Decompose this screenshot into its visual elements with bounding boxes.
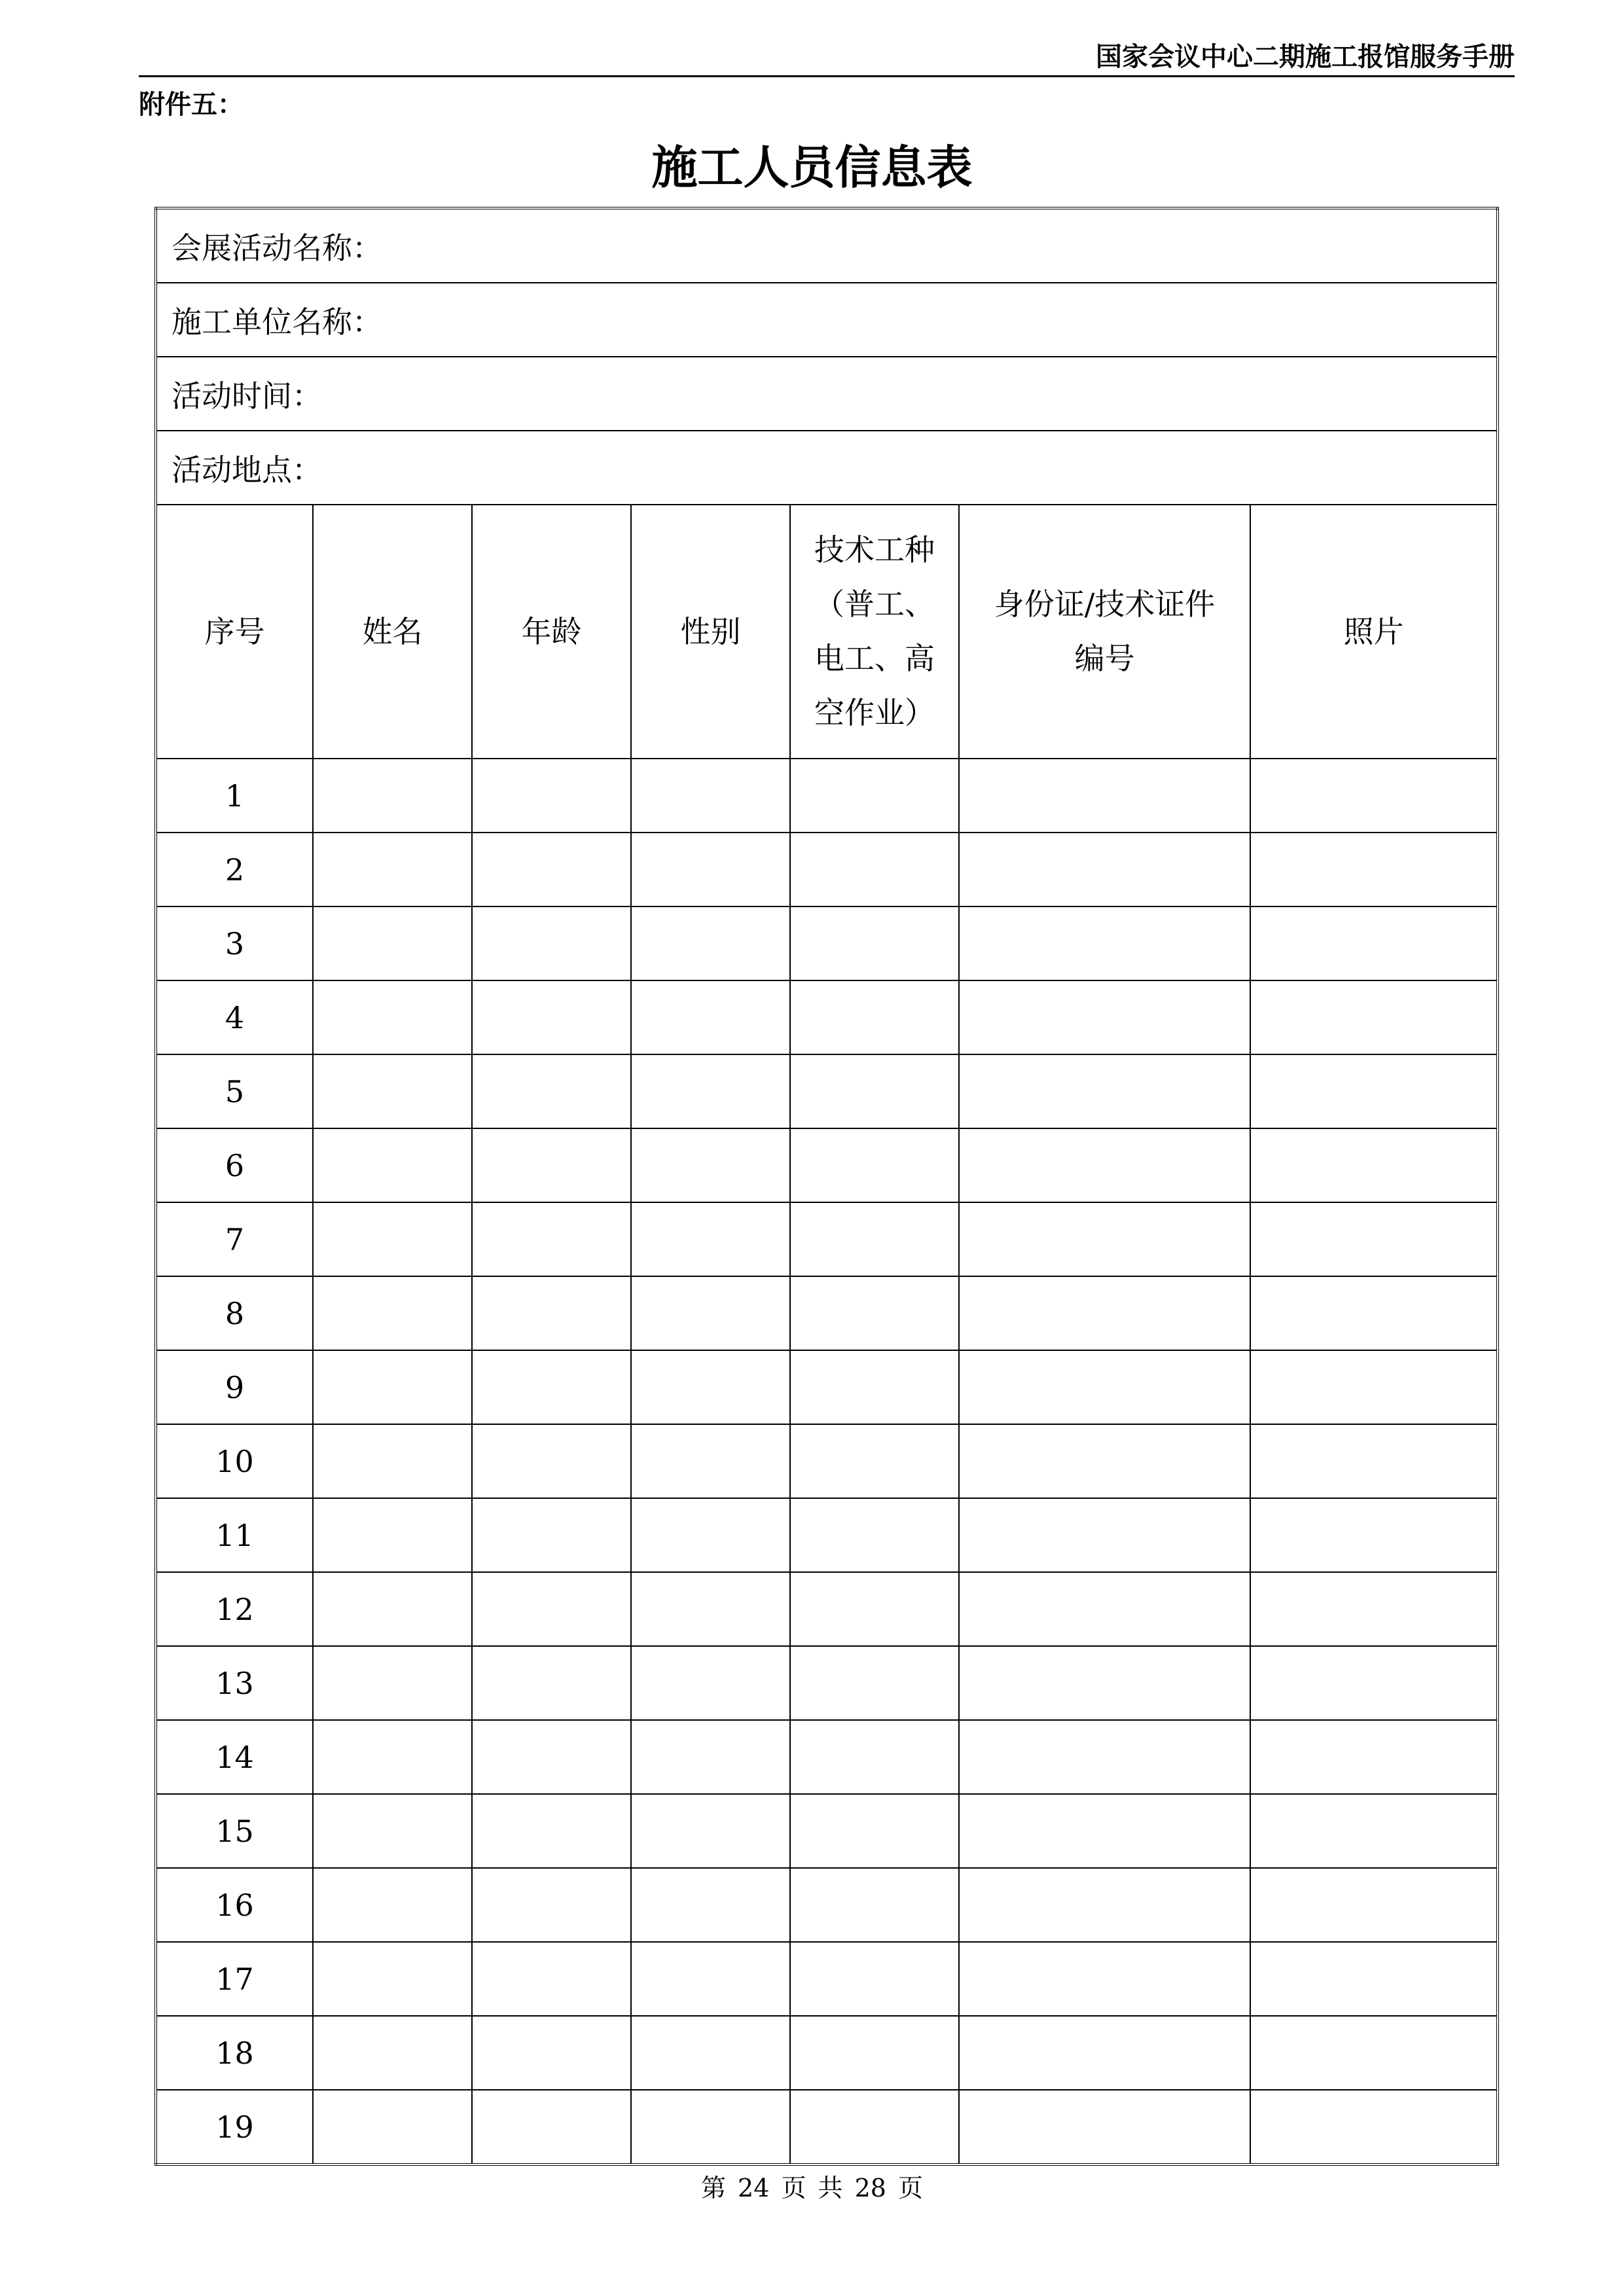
table-row: [156, 906, 1498, 980]
table-row: [156, 1942, 1498, 2016]
table-cell[interactable]: [790, 1424, 959, 1498]
table-row: [156, 2016, 1498, 2090]
row-number: 15: [156, 1794, 313, 1868]
table-cell[interactable]: [1250, 1572, 1498, 1646]
table-cell[interactable]: [631, 1350, 790, 1424]
table-cell[interactable]: [959, 1424, 1250, 1498]
table-cell[interactable]: [472, 1276, 631, 1350]
table-cell[interactable]: [631, 2090, 790, 2164]
table-cell[interactable]: [1250, 1202, 1498, 1276]
table-cell[interactable]: [790, 2016, 959, 2090]
table-cell[interactable]: [472, 759, 631, 833]
row-number: 18: [156, 2016, 313, 2090]
table-cell[interactable]: [631, 1202, 790, 1276]
table-row: [156, 1720, 1498, 1794]
table-cell[interactable]: [790, 1572, 959, 1646]
table-cell[interactable]: [959, 1572, 1250, 1646]
table-row: [156, 1424, 1498, 1498]
table-row: [156, 2090, 1498, 2164]
table-cell[interactable]: [790, 1350, 959, 1424]
table-cell[interactable]: [959, 906, 1250, 980]
attachment-label: 附件五：: [139, 90, 244, 120]
table-cell[interactable]: [631, 1646, 790, 1720]
column-header: [156, 505, 313, 759]
table-cell[interactable]: [631, 1572, 790, 1646]
column-header: [1250, 505, 1498, 759]
table-row: [156, 1572, 1498, 1646]
column-header-line: 照片: [1343, 613, 1404, 649]
row-number: 14: [156, 1720, 313, 1794]
table-cell[interactable]: [959, 1794, 1250, 1868]
table-cell[interactable]: [790, 1720, 959, 1794]
table-cell[interactable]: [1250, 1276, 1498, 1350]
table-cell[interactable]: [313, 980, 472, 1054]
table-cell[interactable]: [790, 1054, 959, 1128]
column-header-line: 序号: [204, 613, 265, 649]
table-cell[interactable]: [959, 1646, 1250, 1720]
column-header: [959, 505, 1250, 759]
table-cell[interactable]: [1250, 2090, 1498, 2164]
table-cell[interactable]: [1250, 833, 1498, 906]
table-cell[interactable]: [790, 1498, 959, 1572]
table-cell[interactable]: [959, 833, 1250, 906]
table-cell[interactable]: [631, 1868, 790, 1942]
table-cell[interactable]: [472, 1498, 631, 1572]
column-header-line: 技术工种: [814, 532, 935, 568]
table-cell[interactable]: [313, 1424, 472, 1498]
table-cell[interactable]: [313, 906, 472, 980]
table-cell[interactable]: [313, 2016, 472, 2090]
table-cell[interactable]: [472, 1942, 631, 2016]
table-cell[interactable]: [313, 833, 472, 906]
row-number: 19: [156, 2090, 313, 2164]
table-cell[interactable]: [631, 1424, 790, 1498]
column-header: [790, 505, 959, 759]
table-cell[interactable]: [959, 759, 1250, 833]
row-number: 11: [156, 1498, 313, 1572]
table-cell[interactable]: [959, 2016, 1250, 2090]
table-cell[interactable]: [790, 980, 959, 1054]
table-cell[interactable]: [472, 1350, 631, 1424]
table-cell[interactable]: [959, 1350, 1250, 1424]
table-row: [156, 1794, 1498, 1868]
table-row: [156, 1498, 1498, 1572]
row-number: 6: [156, 1128, 313, 1202]
table-cell[interactable]: [1250, 759, 1498, 833]
table-cell[interactable]: [313, 1128, 472, 1202]
table-cell[interactable]: [313, 1276, 472, 1350]
running-header: 国家会议中心二期施工报馆服务手册: [1096, 42, 1515, 72]
table-cell[interactable]: [959, 1054, 1250, 1128]
table-row: [156, 1128, 1498, 1202]
table-cell[interactable]: [472, 2016, 631, 2090]
table-cell[interactable]: [472, 1424, 631, 1498]
table-cell[interactable]: [1250, 1720, 1498, 1794]
row-number: 12: [156, 1572, 313, 1646]
table-cell[interactable]: [472, 1646, 631, 1720]
table-cell[interactable]: [631, 1498, 790, 1572]
table-cell[interactable]: [472, 1202, 631, 1276]
table-cell[interactable]: [1250, 1646, 1498, 1720]
row-number: 17: [156, 1942, 313, 2016]
info-field[interactable]: 会展活动名称：: [156, 208, 1498, 283]
table-cell[interactable]: [1250, 1868, 1498, 1942]
table-cell[interactable]: [313, 1498, 472, 1572]
table-cell[interactable]: [959, 2090, 1250, 2164]
table-cell[interactable]: [313, 1942, 472, 2016]
table-cell[interactable]: [472, 1794, 631, 1868]
table-cell[interactable]: [472, 1868, 631, 1942]
table-cell[interactable]: [313, 1868, 472, 1942]
table-cell[interactable]: [472, 1720, 631, 1794]
table-cell[interactable]: [790, 1942, 959, 2016]
table-cell[interactable]: [959, 1202, 1250, 1276]
table-cell[interactable]: [790, 1794, 959, 1868]
table-cell[interactable]: [631, 1128, 790, 1202]
row-number: 1: [156, 759, 313, 833]
table-cell[interactable]: [472, 906, 631, 980]
table-cell[interactable]: [1250, 1128, 1498, 1202]
info-field[interactable]: 活动时间：: [156, 357, 1498, 431]
table-cell[interactable]: [631, 833, 790, 906]
header-rule: [139, 75, 1515, 77]
table-row: [156, 1350, 1498, 1424]
column-header-line: 姓名: [362, 613, 423, 649]
row-number: 10: [156, 1424, 313, 1498]
info-row: [156, 357, 1498, 431]
column-header-line: 身份证/技术证件: [994, 586, 1216, 622]
info-field[interactable]: 活动地点：: [156, 431, 1498, 505]
table-cell[interactable]: [472, 2090, 631, 2164]
column-header-line: 编号: [1074, 641, 1135, 676]
table-cell[interactable]: [472, 1128, 631, 1202]
column-header-line: 电工、高: [814, 641, 935, 676]
table-cell[interactable]: [1250, 980, 1498, 1054]
table-cell[interactable]: [1250, 1498, 1498, 1572]
table-cell[interactable]: [1250, 1424, 1498, 1498]
table-cell[interactable]: [631, 1054, 790, 1128]
table-row: [156, 1868, 1498, 1942]
table-cell[interactable]: [631, 1276, 790, 1350]
table-cell[interactable]: [790, 906, 959, 980]
row-number: 2: [156, 833, 313, 906]
table-cell[interactable]: [790, 1646, 959, 1720]
table-cell[interactable]: [631, 980, 790, 1054]
table-cell[interactable]: [790, 2090, 959, 2164]
page-number: 第 24 页 共 28 页: [700, 2174, 924, 2202]
personnel-info-table: [154, 207, 1499, 2166]
table-cell[interactable]: [472, 1572, 631, 1646]
table-row: [156, 1276, 1498, 1350]
table-row: [156, 1054, 1498, 1128]
table-cell[interactable]: [472, 980, 631, 1054]
table-cell[interactable]: [631, 906, 790, 980]
table-cell[interactable]: [313, 1350, 472, 1424]
table-cell[interactable]: [313, 1202, 472, 1276]
info-row: [156, 431, 1498, 505]
page-title: 施工人员信息表: [651, 141, 973, 194]
table-cell[interactable]: [1250, 1942, 1498, 2016]
table-cell[interactable]: [790, 1276, 959, 1350]
table-cell[interactable]: [959, 980, 1250, 1054]
table-cell[interactable]: [313, 1794, 472, 1868]
row-number: 8: [156, 1276, 313, 1350]
info-row: [156, 208, 1498, 283]
column-header-row: [156, 505, 1498, 759]
table-cell[interactable]: [631, 1794, 790, 1868]
column-header-line: 性别: [680, 613, 741, 649]
column-header: [631, 505, 790, 759]
info-row: [156, 283, 1498, 357]
table-row: [156, 759, 1498, 833]
info-field[interactable]: 施工单位名称：: [156, 283, 1498, 357]
column-header-line: （普工、: [814, 586, 935, 622]
table-cell[interactable]: [959, 1128, 1250, 1202]
row-number: 13: [156, 1646, 313, 1720]
table-cell[interactable]: [313, 1720, 472, 1794]
table-cell[interactable]: [959, 1868, 1250, 1942]
table-row: [156, 1202, 1498, 1276]
row-number: 5: [156, 1054, 313, 1128]
table-cell[interactable]: [313, 1054, 472, 1128]
table-cell[interactable]: [790, 1128, 959, 1202]
table-cell[interactable]: [313, 1646, 472, 1720]
table-row: [156, 833, 1498, 906]
table-cell[interactable]: [959, 1720, 1250, 1794]
table-row: [156, 980, 1498, 1054]
table-cell[interactable]: [313, 2090, 472, 2164]
column-header-line: 空作业）: [814, 694, 935, 730]
table-cell[interactable]: [1250, 1794, 1498, 1868]
table-cell[interactable]: [313, 759, 472, 833]
table-cell[interactable]: [472, 1054, 631, 1128]
table-cell[interactable]: [790, 1202, 959, 1276]
table-cell[interactable]: [959, 1498, 1250, 1572]
row-number: 4: [156, 980, 313, 1054]
table-cell[interactable]: [1250, 906, 1498, 980]
table-cell[interactable]: [1250, 1054, 1498, 1128]
table-cell[interactable]: [472, 833, 631, 906]
table-cell[interactable]: [313, 1572, 472, 1646]
table-cell[interactable]: [631, 2016, 790, 2090]
table-row: [156, 1646, 1498, 1720]
column-header: [313, 505, 472, 759]
column-header: [472, 505, 631, 759]
column-header-line: 年龄: [521, 613, 582, 649]
row-number: 9: [156, 1350, 313, 1424]
table-cell[interactable]: [1250, 1350, 1498, 1424]
row-number: 7: [156, 1202, 313, 1276]
table-cell[interactable]: [790, 833, 959, 906]
table-cell[interactable]: [790, 1868, 959, 1942]
table-cell[interactable]: [790, 759, 959, 833]
table-cell[interactable]: [631, 1720, 790, 1794]
table-cell[interactable]: [631, 1942, 790, 2016]
table-cell[interactable]: [1250, 2016, 1498, 2090]
table-cell[interactable]: [959, 1276, 1250, 1350]
row-number: 16: [156, 1868, 313, 1942]
table-cell[interactable]: [959, 1942, 1250, 2016]
row-number: 3: [156, 906, 313, 980]
table-cell[interactable]: [631, 759, 790, 833]
